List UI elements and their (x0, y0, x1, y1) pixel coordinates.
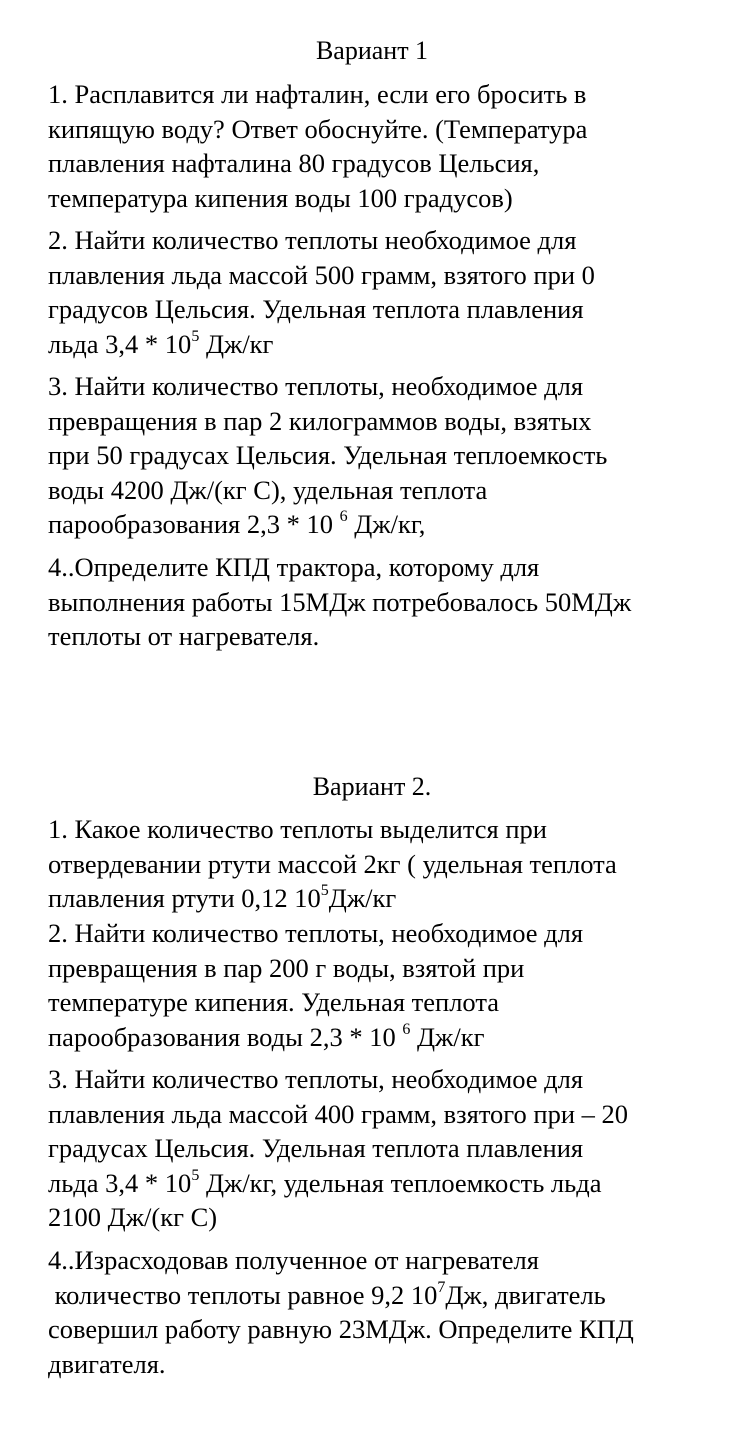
text-line: 4..Израсходовав полученное от нагревателя (48, 1245, 539, 1275)
unit-text: Дж/кг, (347, 509, 426, 539)
text-line: 3. Найти количество теплоты, необходимое для (48, 371, 584, 401)
text-line: 4..Определите КПД трактора, которому для (48, 552, 540, 582)
text-line: 2. Найти количество теплоты необходимое для (48, 225, 577, 255)
exponent: 6 (402, 1020, 411, 1038)
formula-text: льда 3,4 * 10 (48, 1167, 192, 1198)
variant-2-problem-1 (48, 812, 728, 916)
formula-text: парообразования 2,3 * 10 (48, 509, 340, 539)
text-line: совершил работу равную 23МДж. Определите КПД (48, 1314, 634, 1344)
text-line: отвердевании ртути массой 2кг ( удельная теплота (48, 848, 617, 879)
unit-text: Дж/кг (199, 328, 274, 359)
text-line: воды 4200 Дж/(кг С), удельная теплота (48, 474, 488, 505)
unit-text: Дж/кг (410, 1021, 485, 1052)
exponent: 5 (320, 882, 329, 900)
exponent: 6 (339, 508, 348, 526)
exponent: 5 (191, 327, 200, 345)
text-line (48, 327, 728, 362)
text-line (48, 881, 728, 916)
text-line (48, 1166, 728, 1201)
text-line: при 50 градусах Цельсия. Удельная теплоемкость (48, 440, 608, 470)
text-line: превращения в пар 2 килограммов воды, взятых (48, 405, 592, 436)
text-line: плавления нафталина 80 градусов Цельсия, (48, 148, 540, 178)
formula-text: парообразования воды 2,3 * 10 (48, 1021, 403, 1052)
variant-1-title: Вариант 1 (315, 36, 429, 65)
variant-2-problem-3 (48, 1062, 728, 1235)
variant-1-problem-3 (48, 369, 728, 542)
variant-2-problem-2 (48, 916, 728, 1054)
text-line: двигателя. (48, 1348, 166, 1379)
text-line (48, 1020, 728, 1055)
text-line: температуре кипения. Удельная теплота (48, 987, 499, 1017)
text-line: 1. Какое количество теплоты выделится при (48, 814, 547, 844)
formula-text: льда 3,4 * 10 (48, 328, 192, 359)
variant-1-problem-1 (48, 77, 728, 215)
text-line: плавления льда массой 400 грамм, взятого при – 20 (48, 1098, 628, 1129)
unit-text: Дж/кг (328, 883, 397, 913)
exponent: 5 (191, 1166, 200, 1184)
variant-2-problem-4 (48, 1243, 728, 1381)
text-line: плавления льда массой 500 грамм, взятого при 0 (48, 259, 595, 290)
formula-text: количество теплоты равное 9,2 10 (48, 1279, 438, 1310)
text-line: выполнения работы 15МДж потребовалось 50МДж (48, 586, 632, 617)
unit-text: Дж, двигатель (445, 1279, 606, 1310)
text-line: 3. Найти количество теплоты, необходимое для (48, 1064, 584, 1094)
text-line (48, 1278, 728, 1313)
text-line: превращения в пар 200 г воды, взятой при (48, 952, 525, 983)
text-line: температура кипения воды 100 градусов) (48, 182, 513, 213)
text-line: градусах Цельсия. Удельная теплота плавления (48, 1133, 584, 1163)
variant-2-title: Вариант 2. (312, 772, 432, 801)
text-line: 1. Расплавится ли нафталин, если его бросить в (48, 79, 587, 109)
text-line: 2. Найти количество теплоты, необходимое для (48, 918, 584, 948)
variant-1-problem-2 (48, 223, 728, 361)
text-line (48, 507, 728, 542)
formula-text: плавления ртути 0,12 10 (48, 883, 321, 913)
unit-text: Дж/кг, удельная теплоемкость льда (199, 1167, 602, 1198)
text-line: 2100 Дж/(кг С) (48, 1202, 218, 1232)
text-line: теплоты от нагревателя. (48, 621, 320, 651)
text-line: кипящую воду? Ответ обоснуйте. (Температура (48, 113, 588, 144)
variant-1-problem-4 (48, 550, 728, 654)
text-line: градусов Цельсия. Удельная теплота плавления (48, 294, 584, 324)
exponent: 7 (437, 1278, 446, 1296)
